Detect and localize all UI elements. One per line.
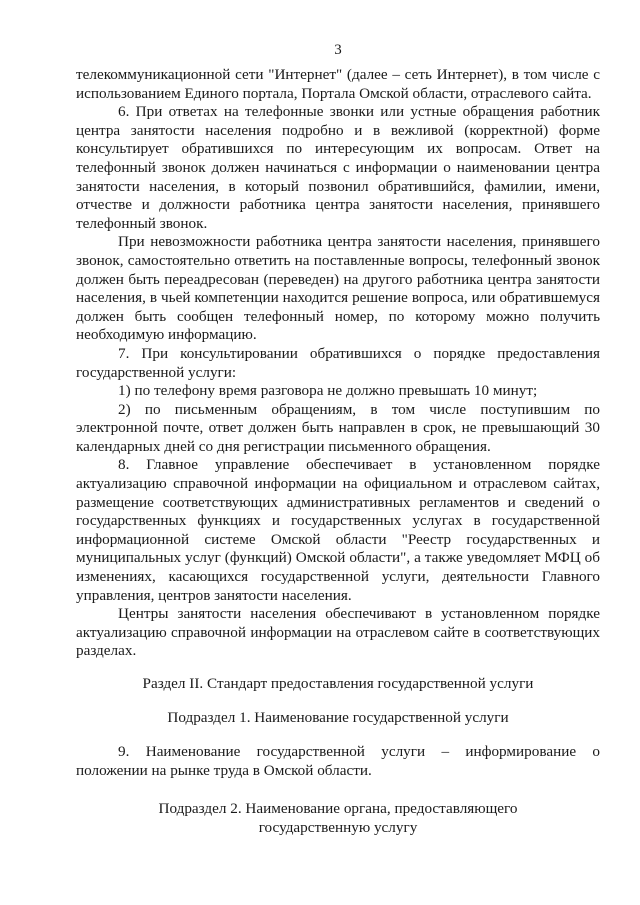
- paragraph-6: 6. При ответах на телефонные звонки или устные обращения работник центра занятости населения подробно и в вежливой (корректной) форме консультирует обратившихся по интересующим их вопросам. Ответ на телефонный звонок должен начинаться с информации о наименовании центра занятости населения, в который позвонил обратившийся, фамилии, имени, отчестве и должности работника центра занятости населения, принявшего телефонный звонок.: [76, 103, 600, 232]
- subsection-1-title: Подраздел 1. Наименование государственной услуги: [167, 708, 509, 726]
- paragraph-continuation: телекоммуникационной сети "Интернет" (далее – сеть Интернет), в том числе с использованием Единого портала, Портала Омской области, отраслевого сайта.: [76, 66, 600, 102]
- subsection-2-title-line-2: государственную услугу: [258, 818, 418, 836]
- paragraph-7-item-1: 1) по телефону время разговора не должно превышать 10 минут;: [118, 382, 538, 400]
- paragraph-9: 9. Наименование государственной услуги – информирование о положении на рынке труда в Омской области.: [76, 743, 600, 779]
- section-2-title: Раздел II. Стандарт предоставления государственной услуги: [142, 675, 534, 692]
- paragraph-7: 7. При консультировании обратившихся о порядке предоставления государственной услуги:: [76, 344, 600, 381]
- paragraph-8-centers: Центры занятости населения обеспечивают в установленном порядке актуализацию справочной информации на отраслевом сайте в соответствующих разделах.: [76, 605, 600, 660]
- subsection-2-title-line-1: Подраздел 2. Наименование органа, предоставляющего: [158, 800, 518, 818]
- paragraph-6-redirect: При невозможности работника центра занятости населения, принявшего звонок, самостоятельно ответить на поставленные вопросы, телефонный звонок должен быть переадресован (переведен) на другого работника центра занятости населения, в чьей компетенции находится решение вопроса, или обратившемуся должен быть сообщен телефонный номер, по которому можно получить необходимую информацию.: [76, 233, 600, 344]
- paragraph-7-item-2: 2) по письменным обращениям, в том числе поступившим по электронной почте, ответ должен быть направлен в срок, не превышающий 30 календарных дней со дня регистрации письменного обращения.: [76, 400, 600, 455]
- page-number: 3: [334, 42, 342, 58]
- paragraph-8: 8. Главное управление обеспечивает в установленном порядке актуализацию справочной информации на официальном и отраслевом сайтах, размещение соответствующих административных регламентов и сведений о государственных функциях и государственных услугах в государственной информационной системе Омской области "Реестр государственных и муниципальных услуг (функций) Омской области", а также уведомляет МФЦ об изменениях, касающихся государственной услуги, деятельности Главного управления, центров занятости населения.: [76, 456, 600, 604]
